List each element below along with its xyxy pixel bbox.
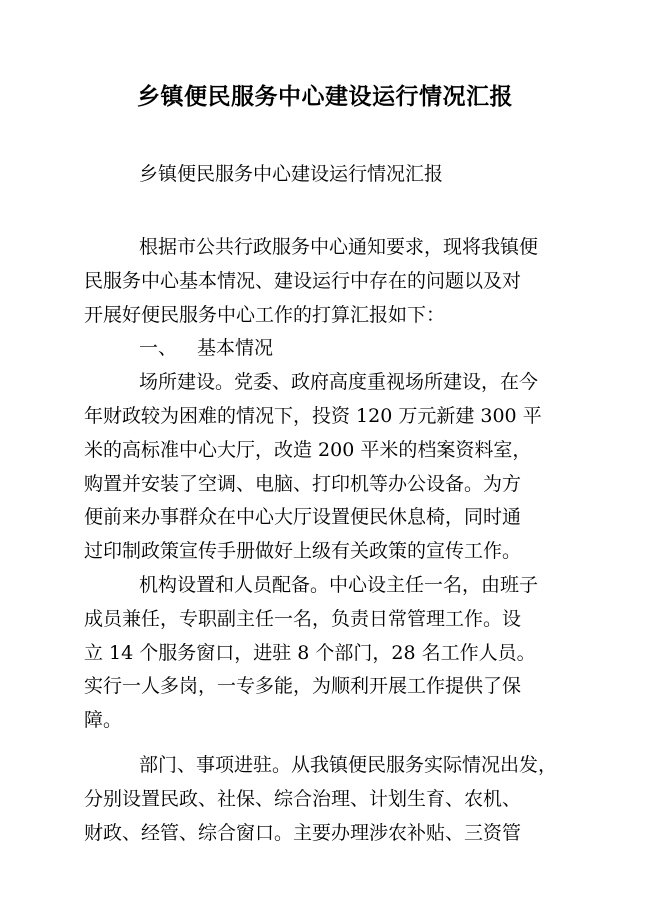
section-heading-text: 基本情况	[197, 337, 274, 360]
paragraph-line: 立 14 个服务窗口，进驻 8 个部门，28 名工作人员。	[84, 641, 536, 664]
paragraph-line: 过印制政策宣传手册做好上级有关政策的宣传工作。	[84, 540, 522, 563]
paragraph-line: 购置并安装了空调、电脑、打印机等办公设备。为方	[84, 472, 522, 495]
section-number: 一、	[139, 337, 178, 360]
paragraph-line: 场所建设。党委、政府高度重视场所建设，在今	[139, 371, 539, 394]
section-heading	[84, 332, 568, 366]
intro-line: 开展好便民服务中心工作的打算汇报如下：	[84, 303, 446, 326]
paragraph-line: 机构设置和人员配备。中心设主任一名，由班子	[139, 573, 539, 596]
paragraph-line: 财政、经管、综合窗口。主要办理涉农补贴、三资管	[84, 821, 522, 844]
paragraph-line: 部门、事项进驻。从我镇便民服务实际情况出发，	[139, 753, 558, 776]
document-body	[84, 231, 568, 850]
document-title: 乡镇便民服务中心建设运行情况汇报	[137, 84, 513, 110]
paragraph-line: 便前来办事群众在中心大厅设置便民休息椅，同时通	[84, 506, 522, 529]
paragraph-line: 分别设置民政、社保、综合治理、计划生育、农机、	[84, 787, 522, 810]
paragraph-line: 米的高标准中心大厅，改造 200 平米的档案资料室，	[84, 438, 532, 461]
paragraph-line: 成员兼任，专职副主任一名，负责日常管理工作。设	[84, 607, 522, 630]
document-subtitle: 乡镇便民服务中心建设运行情况汇报	[139, 163, 444, 185]
paragraph-line: 实行一人多岗，一专多能，为顺利开展工作提供了保	[84, 675, 522, 698]
paragraph-line: 障。	[84, 709, 123, 732]
paragraph-line: 年财政较为困难的情况下，投资 120 万元新建 300 平	[84, 404, 542, 427]
intro-line: 根据市公共行政服务中心通知要求，现将我镇便	[139, 236, 539, 258]
intro-line: 民服务中心基本情况、建设运行中存在的问题以及对	[84, 269, 522, 292]
